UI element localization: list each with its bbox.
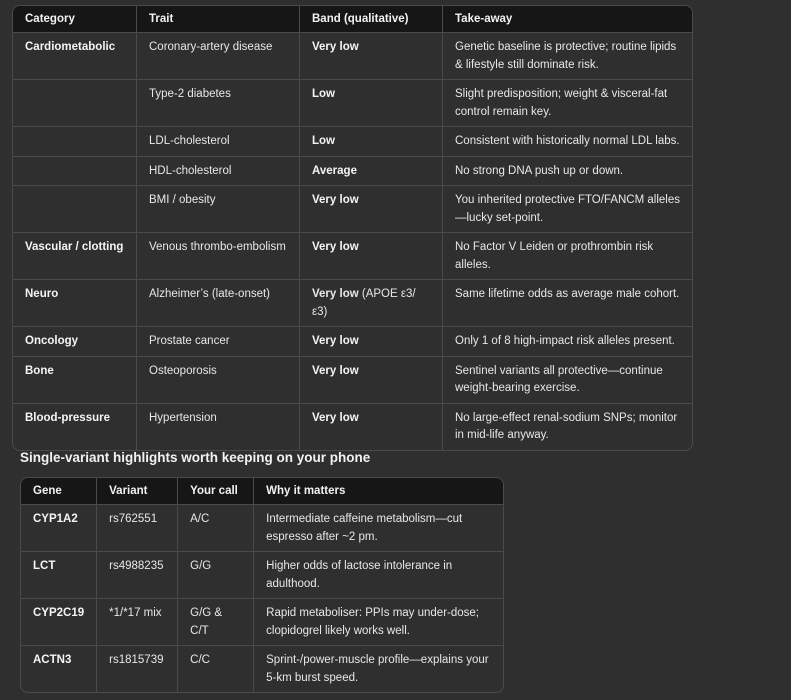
table-row	[13, 186, 692, 233]
takeaway-cell: You inherited protective FTO/FANCM alleles—lucky set-point.	[443, 186, 692, 233]
why-cell: Rapid metaboliser: PPIs may under-dose; clopidogrel likely works well.	[254, 599, 503, 646]
band-cell: Very low	[300, 327, 443, 357]
takeaway-cell: No large-effect renal-sodium SNPs; monitor in mid-life anyway.	[455, 411, 678, 441]
table-row	[21, 505, 503, 552]
trait-cell: Alzheimer’s (late-onset)	[137, 280, 300, 327]
category-cell	[13, 157, 137, 187]
why-cell: Higher odds of lactose intolerance in adulthood.	[254, 552, 503, 599]
header-gene: Gene	[21, 478, 97, 505]
table-row	[13, 33, 692, 80]
category-cell	[13, 80, 137, 127]
takeaway-cell: No Factor V Leiden or prothrombin risk alleles.	[443, 233, 692, 280]
trait-cell: Venous thrombo-embolism	[137, 233, 300, 280]
header-takeaway: Take-away	[443, 6, 692, 33]
call-cell: C/C	[178, 646, 254, 692]
band-cell: Low	[300, 127, 443, 157]
table-row	[13, 80, 692, 127]
gene-cell: ACTN3	[21, 646, 97, 692]
traits-table	[12, 5, 693, 451]
category-cell: Blood-pressure	[13, 404, 137, 450]
band-cell: Very low	[300, 233, 443, 280]
header-why: Why it matters	[254, 478, 503, 505]
table-row	[13, 404, 692, 450]
header-call: Your call	[178, 478, 254, 505]
band-value: Very low	[312, 288, 359, 300]
category-cell: Cardiometabolic	[13, 33, 137, 80]
variant-cell: rs4988235	[97, 552, 178, 599]
gene-cell: CYP1A2	[21, 505, 97, 552]
table-row	[13, 327, 692, 357]
gene-cell: LCT	[21, 552, 97, 599]
trait-cell: Coronary-artery disease	[137, 33, 300, 80]
call-cell: G/G	[178, 552, 254, 599]
takeaway-cell: Slight predisposition; weight & visceral-fat control remain key.	[443, 80, 692, 127]
table-row	[21, 552, 503, 599]
band-cell: Average	[300, 157, 443, 187]
band-cell: Very low	[300, 404, 443, 450]
band-cell	[300, 280, 443, 327]
table-row	[21, 599, 503, 646]
category-cell: Vascular / clotting	[13, 233, 137, 280]
band-cell: Very low	[300, 186, 443, 233]
call-cell: G/G & C/T	[178, 599, 254, 646]
band-cell: Very low	[300, 33, 443, 80]
takeaway-cell: Consistent with historically normal LDL labs.	[443, 127, 692, 157]
header-category: Category	[13, 6, 137, 33]
category-cell	[13, 127, 137, 157]
category-cell: Neuro	[13, 280, 137, 327]
table-row	[13, 280, 692, 327]
category-cell	[13, 186, 137, 233]
trait-cell: Hypertension	[137, 404, 300, 450]
highlights-heading: Single-variant highlights worth keeping on your phone	[20, 450, 371, 465]
variant-cell: rs762551	[97, 505, 178, 552]
header-trait: Trait	[137, 6, 300, 33]
variant-cell: rs1815739	[97, 646, 178, 692]
takeaway-cell: No strong DNA push up or down.	[443, 157, 692, 187]
table-row	[13, 357, 692, 404]
variants-table	[20, 477, 504, 693]
table-row	[13, 127, 692, 157]
trait-cell: Osteoporosis	[137, 357, 300, 404]
category-cell: Oncology	[13, 327, 137, 357]
trait-cell: Prostate cancer	[137, 327, 300, 357]
takeaway-cell: Sentinel variants all protective—continue weight-bearing exercise.	[443, 357, 692, 404]
table-row	[13, 157, 692, 187]
trait-cell: BMI / obesity	[137, 186, 300, 233]
gene-cell: CYP2C19	[21, 599, 97, 646]
takeaway-cell: Genetic baseline is protective; routine lipids & lifestyle still dominate risk.	[443, 33, 692, 80]
band-cell: Low	[300, 80, 443, 127]
variants-header-row	[21, 478, 503, 505]
category-cell: Bone	[13, 357, 137, 404]
table-row	[21, 646, 503, 692]
trait-cell: LDL-cholesterol	[137, 127, 300, 157]
header-band: Band (qualitative)	[300, 6, 443, 33]
band-cell: Very low	[300, 357, 443, 404]
trait-cell: Type-2 diabetes	[137, 80, 300, 127]
takeaway-cell: Same lifetime odds as average male cohort.	[443, 280, 692, 327]
call-cell: A/C	[178, 505, 254, 552]
header-variant: Variant	[97, 478, 178, 505]
trait-cell: HDL-cholesterol	[137, 157, 300, 187]
why-cell: Intermediate caffeine metabolism—cut espresso after ~2 pm.	[254, 505, 503, 552]
traits-header-row	[13, 6, 692, 33]
takeaway-cell: Only 1 of 8 high-impact risk alleles present.	[443, 327, 692, 357]
why-cell: Sprint-/power-muscle profile—explains your 5-km burst speed.	[266, 654, 489, 684]
table-row	[13, 233, 692, 280]
band-note: (APOE ε3/ε3)	[312, 288, 416, 318]
variant-cell: *1/*17 mix	[97, 599, 178, 646]
